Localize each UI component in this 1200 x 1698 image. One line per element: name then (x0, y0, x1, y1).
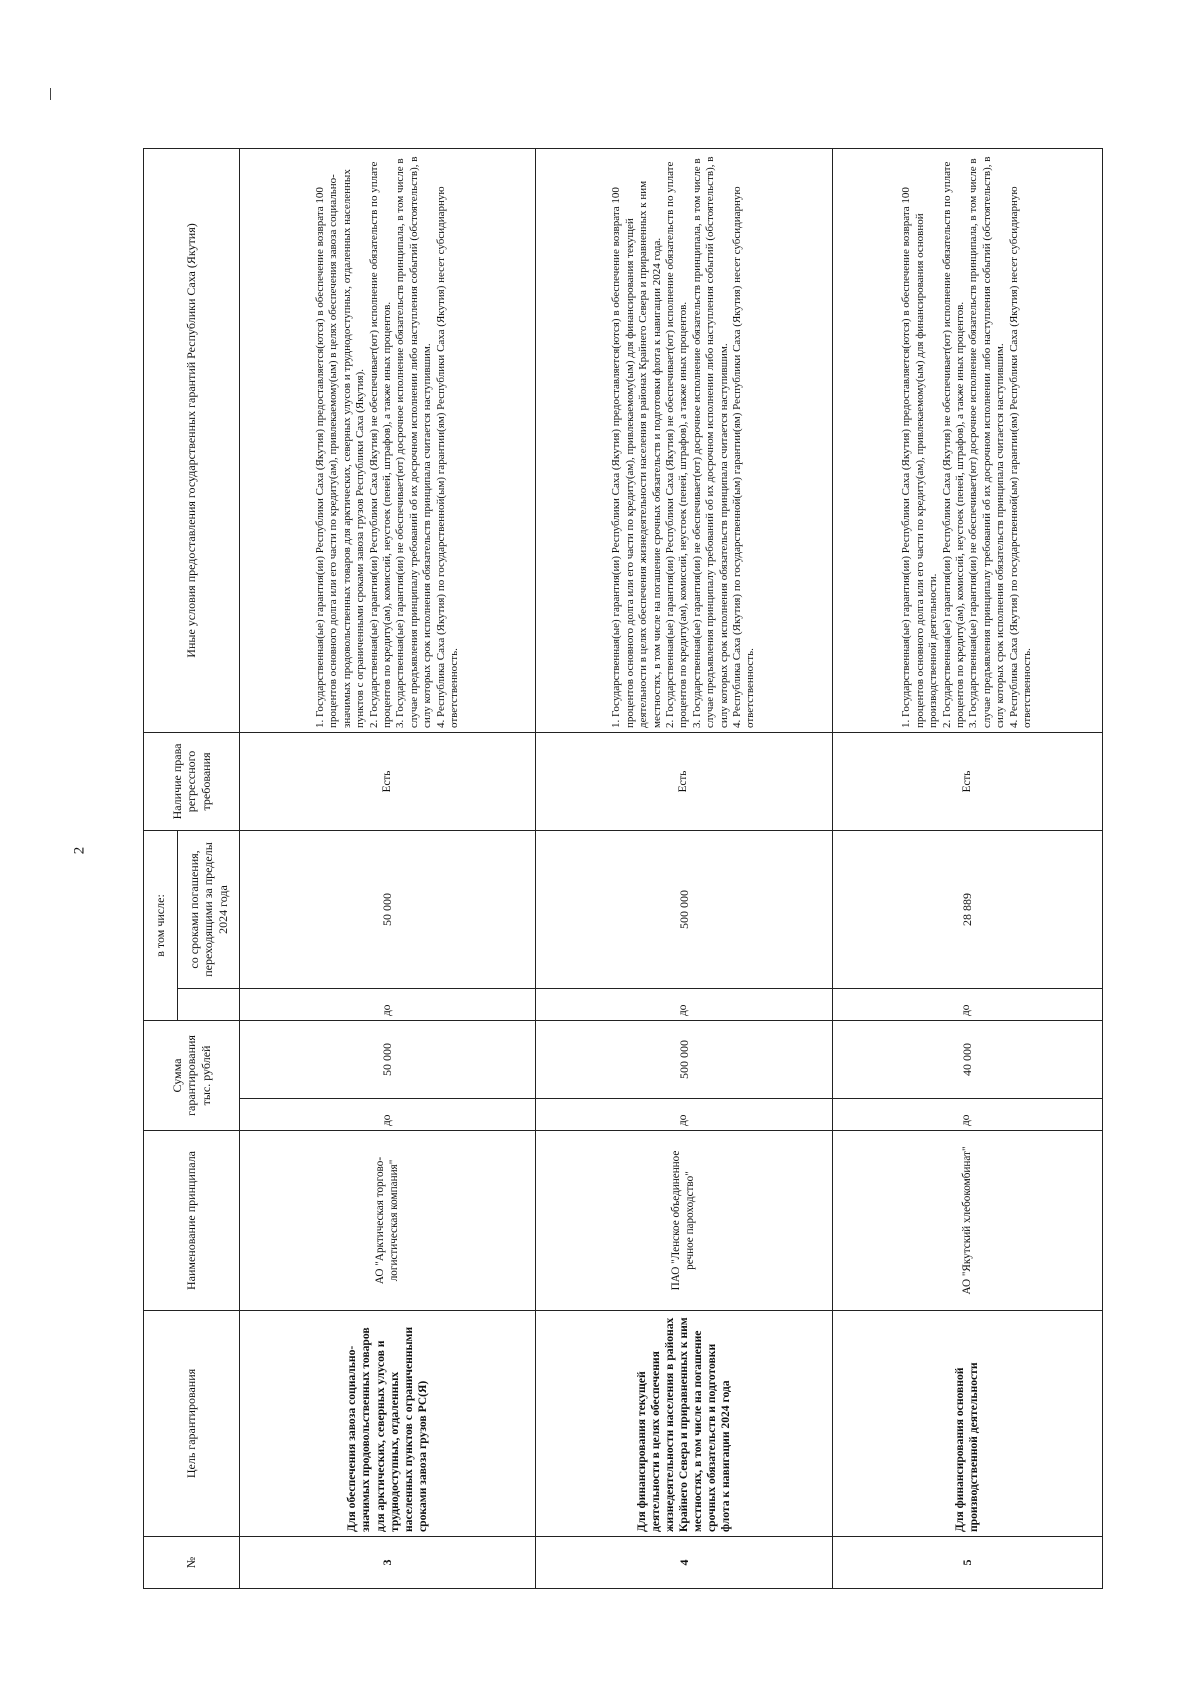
row-limit-prefix: до (536, 1099, 832, 1131)
condition-paragraph: 4. Республика Саха (Якутия) по государственной(ым) гарантии(ям) Республики Саха (Якутия) несет субсидиарную ответственность. (1007, 186, 1033, 728)
condition-paragraph: 2. Государственная(ые) гарантия(ии) Республики Саха (Якутия) не обеспечивает(ют) исполнение обязательств по уплате процентов по кредиту(ам), комиссий, неустоек (пеней, штрафов), а также иных процентов. (940, 161, 966, 728)
row-sum: 50 000 (240, 1020, 536, 1098)
header-including: в том числе: (144, 830, 178, 1020)
row-including-amount: 50 000 (240, 830, 536, 988)
rotated-table-sheet (143, 149, 1103, 1589)
row-sum: 40 000 (832, 1020, 1102, 1098)
header-principal: Наименование принципала (144, 1131, 240, 1311)
condition-paragraph: 2. Государственная(ые) гарантия(ии) Республики Саха (Якутия) не обеспечивает(ют) исполнение обязательств по уплате процентов по кредиту(ам), комиссий, неустоек (пеней, штрафов), а также иных процентов. (367, 161, 393, 728)
header-including-sub: со сроками погашения, переходящими за пределы 2024 года (178, 830, 240, 988)
row-limit-prefix: до (832, 1099, 1102, 1131)
row-conditions (536, 148, 832, 732)
row-sum: 500 000 (536, 1020, 832, 1098)
row-principal: АО "Якутский хлебокомбинат" (832, 1131, 1102, 1311)
table-row (832, 148, 1102, 1588)
row-including-prefix: до (536, 988, 832, 1020)
table-row (240, 148, 536, 1588)
header-conditions: Иные условия предоставления государственных гарантий Республики Саха (Якутия) (144, 148, 240, 732)
row-number: 5 (832, 1537, 1102, 1589)
row-including-amount: 500 000 (536, 830, 832, 988)
row-goal: Для обеспечения завоза социально-значимых продовольственных товаров для арктических, северных улусов и труднодоступных, отдаленных населенных пунктов с ограниченными сроками завоза грузов РС(Я) (240, 1311, 536, 1537)
row-conditions (832, 148, 1102, 732)
row-number: 4 (536, 1537, 832, 1589)
header-including-blank (178, 988, 240, 1020)
header-num: № (144, 1537, 240, 1589)
condition-paragraph: 3. Государственная(ые) гарантия(ии) не обеспечивает(ют) досрочное исполнение обязательств принципала, в том числе в случае предъявления принципалу требований об их досрочном исполнении либо наступления событий (обстоятельств), в силу которых срок исполнения обязательств принципала считается наступившим. (967, 156, 1007, 728)
row-limit-prefix: до (240, 1099, 536, 1131)
header-regress: Наличие права регрессного требования (144, 732, 240, 830)
condition-paragraph: 2. Государственная(ые) гарантия(ии) Республики Саха (Якутия) не обеспечивает(ют) исполнение обязательств по уплате процентов по кредиту(ам), комиссий, неустоек (пеней, штрафов), а также иных процентов. (663, 161, 690, 728)
page-number: 2 (71, 846, 88, 855)
scan-mark (50, 88, 51, 100)
condition-paragraph: 3. Государственная(ые) гарантия(ии) не обеспечивает(ют) досрочное исполнение обязательств принципала, в том числе в случае предъявления принципалу требований об их досрочном исполнении либо наступления событий (обстоятельств), в силу которых срок исполнения обязательств принципала считается наступившим. (394, 156, 434, 728)
row-principal: ПАО "Ленское объединенное речное пароходство" (536, 1131, 832, 1311)
row-principal: АО "Арктическая торгово-логистическая компания" (240, 1131, 536, 1311)
condition-paragraph: 3. Государственная(ые) гарантия(ии) не обеспечивает(ют) досрочное исполнение обязательств принципала, в том числе в случае предъявления принципалу требований об их досрочном исполнении либо наступления событий (обстоятельств), в силу которых срок исполнения обязательств принципала считается наступившим. (690, 156, 730, 728)
header-sum: Сумма гарантирования тыс. рублей (144, 1020, 240, 1130)
header-goal: Цель гарантирования (144, 1311, 240, 1537)
condition-paragraph: 1. Государственная(ые) гарантия(ии) Республики Саха (Якутия) предоставляется(ются) в обеспечение возврата 100 процентов основного долга или его части по кредиту(ам), привлекаемому(ым) для финансирования основной производственной деятельности. (900, 187, 940, 728)
guarantees-table (143, 148, 1103, 1589)
row-goal: Для финансирования основной производственной деятельности (832, 1311, 1102, 1537)
condition-paragraph: 1. Государственная(ые) гарантия(ии) Республики Саха (Якутия) предоставляется(ются) в обеспечение возврата 100 процентов основного долга или его части по кредиту(ам), привлекаемому(ым) для финансирования текущей деятельности в целях обеспечения жизнедеятельности населения в районах Крайнего Севера и приравненных к ним местностях, в том числе на погашение срочных обязательств и подготовки флота к навигации 2024 года. (610, 180, 663, 728)
row-conditions (240, 148, 536, 732)
condition-paragraph: 4. Республика Саха (Якутия) по государственной(ым) гарантии(ям) Республики Саха (Якутия) несет субсидиарную ответственность. (434, 186, 460, 728)
condition-paragraph: 1. Государственная(ые) гарантия(ии) Республики Саха (Якутия) предоставляется(ются) в обеспечение возврата 100 процентов основного долга или его части по кредиту(ам), привлекаемому(ым) в целях обеспечения завоза социально-значимых продовольственных товаров для арктических, северных улусов и труднодоступных, отдаленных населенных пунктов с ограниченными сроками завоза грузов Республики Саха (Якутия). (313, 169, 367, 728)
row-including-prefix: до (240, 988, 536, 1020)
condition-paragraph: 4. Республика Саха (Якутия) по государственной(ым) гарантии(ям) Республики Саха (Якутия) несет субсидиарную ответственность. (730, 186, 757, 728)
row-regress: Есть (832, 732, 1102, 830)
row-number: 3 (240, 1537, 536, 1589)
table-row (536, 148, 832, 1588)
row-regress: Есть (536, 732, 832, 830)
row-goal: Для финансирования текущей деятельности в целях обеспечения жизнедеятельности населения в районах Крайнего Севера и приравненных к ним местностях, в том числе на погашение срочных обязательств и подготовки флота к навигации 2024 года (536, 1311, 832, 1537)
row-regress: Есть (240, 732, 536, 830)
row-including-prefix: до (832, 988, 1102, 1020)
row-including-amount: 28 889 (832, 830, 1102, 988)
